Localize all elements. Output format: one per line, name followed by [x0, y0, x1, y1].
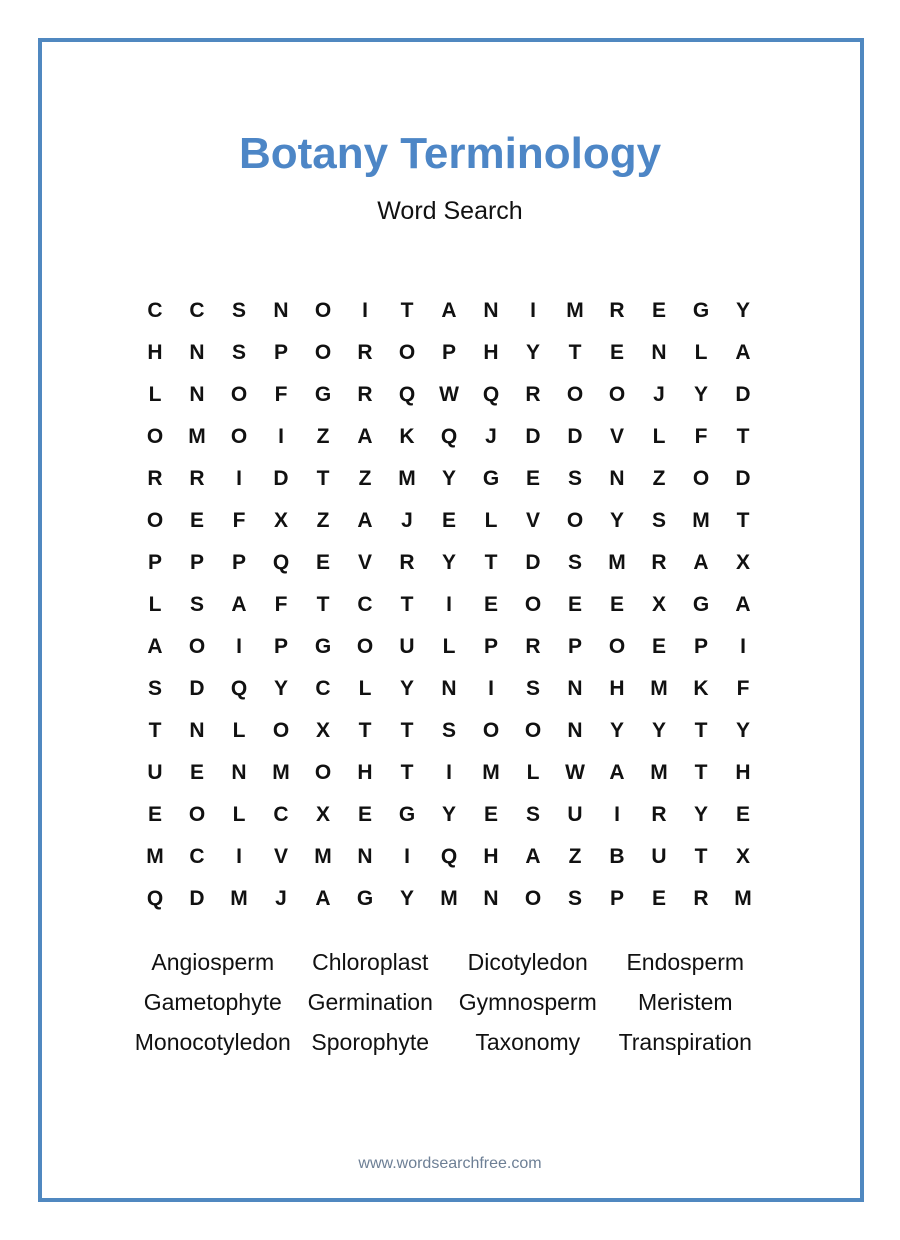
grid-cell[interactable]: E	[651, 887, 666, 910]
grid-cell[interactable]: F	[694, 425, 708, 448]
grid-cell[interactable]: L	[232, 803, 246, 826]
grid-cell[interactable]: Y	[693, 803, 708, 826]
grid-cell[interactable]: Q	[272, 551, 290, 574]
word-list-item: Gymnosperm	[458, 989, 597, 1015]
grid-row	[134, 710, 764, 752]
grid-cell[interactable]: L	[442, 635, 456, 658]
grid-row	[134, 416, 764, 458]
grid-cell[interactable]: T	[400, 593, 414, 616]
grid-cell[interactable]: S	[231, 341, 246, 364]
grid-cell[interactable]: H	[357, 761, 373, 784]
grid-cell[interactable]: J	[401, 509, 413, 532]
grid-cell[interactable]: I	[236, 467, 242, 490]
grid-cell[interactable]: M	[146, 845, 164, 868]
grid-cell[interactable]: K	[399, 425, 415, 448]
grid-cell[interactable]: E	[189, 509, 204, 532]
grid-cell[interactable]: N	[231, 761, 247, 784]
grid-cell[interactable]: F	[274, 593, 288, 616]
grid-cell[interactable]: O	[398, 341, 416, 364]
grid-cell[interactable]: Q	[146, 887, 164, 910]
grid-cell[interactable]: G	[314, 635, 332, 658]
grid-cell[interactable]: P	[693, 635, 708, 658]
grid-cell[interactable]: C	[357, 593, 373, 616]
grid-cell[interactable]: E	[609, 341, 624, 364]
grid-cell[interactable]: I	[530, 299, 536, 322]
grid-cell[interactable]: P	[189, 551, 204, 574]
grid-cell[interactable]: L	[148, 593, 162, 616]
grid-cell[interactable]: R	[357, 383, 373, 406]
grid-cell[interactable]: G	[356, 887, 374, 910]
grid-cell[interactable]: G	[692, 593, 710, 616]
word-list-row	[134, 982, 764, 1022]
grid-cell[interactable]: I	[614, 803, 620, 826]
grid-cell[interactable]: D	[525, 425, 541, 448]
grid-cell[interactable]: T	[694, 719, 708, 742]
word-list-item: Taxonomy	[475, 1029, 581, 1055]
grid-cell[interactable]: Z	[358, 467, 372, 490]
grid-cell[interactable]: T	[358, 719, 372, 742]
grid-cell[interactable]: Y	[651, 719, 666, 742]
grid-cell[interactable]: T	[400, 299, 414, 322]
grid-row	[134, 626, 764, 668]
grid-cell[interactable]: E	[609, 593, 624, 616]
grid-cell[interactable]: A	[609, 761, 625, 784]
grid-cell[interactable]: X	[735, 551, 750, 574]
grid-cell[interactable]: L	[526, 761, 540, 784]
grid-cell[interactable]: S	[147, 677, 162, 700]
grid-cell[interactable]: G	[314, 383, 332, 406]
grid-cell[interactable]: S	[651, 509, 666, 532]
grid-cell[interactable]: S	[441, 719, 456, 742]
grid-cell[interactable]: O	[566, 509, 584, 532]
grid-cell[interactable]: X	[651, 593, 666, 616]
grid-cell[interactable]: R	[609, 299, 625, 322]
grid-cell[interactable]: E	[735, 803, 750, 826]
grid-cell[interactable]: Z	[652, 467, 666, 490]
grid-cell[interactable]: G	[398, 803, 416, 826]
grid-cell[interactable]: M	[650, 677, 668, 700]
grid-cell[interactable]: M	[230, 887, 248, 910]
grid-row	[134, 752, 764, 794]
grid-cell[interactable]: Y	[399, 887, 414, 910]
grid-cell[interactable]: A	[525, 845, 541, 868]
grid-cell[interactable]: E	[651, 635, 666, 658]
grid-cell[interactable]: L	[232, 719, 246, 742]
grid-cell[interactable]: O	[608, 635, 626, 658]
grid-cell[interactable]: X	[735, 845, 750, 868]
grid-cell[interactable]: Q	[230, 677, 248, 700]
grid-cell[interactable]: L	[484, 509, 498, 532]
grid-cell[interactable]: D	[525, 551, 541, 574]
grid-cell[interactable]: I	[236, 845, 242, 868]
grid-cell[interactable]: M	[440, 887, 458, 910]
grid-cell[interactable]: L	[148, 383, 162, 406]
grid-cell[interactable]: S	[231, 299, 246, 322]
grid-cell[interactable]: R	[693, 887, 709, 910]
grid-row	[134, 668, 764, 710]
grid-cell[interactable]: O	[146, 425, 164, 448]
grid-cell[interactable]: Y	[525, 341, 540, 364]
grid-cell[interactable]: A	[147, 635, 163, 658]
word-list	[134, 942, 764, 1062]
grid-cell[interactable]: C	[147, 299, 163, 322]
grid-cell[interactable]: U	[567, 803, 583, 826]
grid-cell[interactable]: R	[147, 467, 163, 490]
grid-cell[interactable]: A	[735, 593, 751, 616]
grid-cell[interactable]: T	[484, 551, 498, 574]
grid-cell[interactable]: D	[189, 887, 205, 910]
grid-cell[interactable]: I	[278, 425, 284, 448]
grid-cell[interactable]: N	[651, 341, 667, 364]
grid-cell[interactable]: O	[272, 719, 290, 742]
word-list-row	[134, 942, 764, 982]
grid-row	[134, 584, 764, 626]
grid-cell[interactable]: R	[357, 341, 373, 364]
grid-cell[interactable]: N	[273, 299, 289, 322]
grid-cell[interactable]: J	[485, 425, 497, 448]
grid-cell[interactable]: H	[147, 341, 163, 364]
grid-cell[interactable]: T	[694, 845, 708, 868]
grid-cell[interactable]: C	[273, 803, 289, 826]
grid-cell[interactable]: Q	[398, 383, 416, 406]
grid-cell[interactable]: C	[189, 845, 205, 868]
grid-cell[interactable]: A	[357, 425, 373, 448]
grid-cell[interactable]: O	[146, 509, 164, 532]
grid-cell[interactable]: Q	[482, 383, 500, 406]
grid-cell[interactable]: N	[357, 845, 373, 868]
grid-cell[interactable]: X	[273, 509, 288, 532]
grid-cell[interactable]: O	[188, 803, 206, 826]
grid-cell[interactable]: E	[147, 803, 162, 826]
grid-row	[134, 290, 764, 332]
word-list-item: Endosperm	[626, 949, 745, 975]
grid-cell[interactable]: V	[357, 551, 372, 574]
grid-cell[interactable]: Y	[441, 551, 456, 574]
grid-cell[interactable]: A	[357, 509, 373, 532]
word-list-item: Transpiration	[618, 1029, 752, 1055]
grid-cell[interactable]: O	[314, 299, 332, 322]
grid-cell[interactable]: L	[652, 425, 666, 448]
grid-cell[interactable]: F	[232, 509, 246, 532]
grid-cell[interactable]: T	[148, 719, 162, 742]
grid-cell[interactable]: O	[230, 383, 248, 406]
grid-cell[interactable]: G	[692, 299, 710, 322]
grid-cell[interactable]: Q	[440, 845, 458, 868]
grid-cell[interactable]: O	[482, 719, 500, 742]
grid-cell[interactable]: T	[316, 593, 330, 616]
letter-grid	[134, 290, 764, 920]
grid-cell[interactable]: M	[566, 299, 584, 322]
word-list-item: Sporophyte	[311, 1029, 430, 1055]
grid-cell[interactable]: J	[275, 887, 287, 910]
grid-cell[interactable]: B	[609, 845, 625, 868]
grid-cell[interactable]: M	[608, 551, 626, 574]
grid-cell[interactable]: E	[189, 761, 204, 784]
grid-cell[interactable]: A	[693, 551, 709, 574]
grid-cell[interactable]: S	[525, 677, 540, 700]
grid-cell[interactable]: F	[736, 677, 750, 700]
grid-cell[interactable]: T	[568, 341, 582, 364]
footer-url: www.wordsearchfree.com	[358, 1155, 542, 1172]
grid-cell[interactable]: S	[567, 551, 582, 574]
grid-cell[interactable]: V	[525, 509, 540, 532]
grid-cell[interactable]: O	[524, 719, 542, 742]
grid-cell[interactable]: P	[567, 635, 582, 658]
grid-cell[interactable]: Y	[693, 383, 708, 406]
grid-cell[interactable]: T	[736, 425, 750, 448]
grid-cell[interactable]: T	[400, 761, 414, 784]
grid-cell[interactable]: P	[273, 635, 288, 658]
grid-cell[interactable]: Z	[316, 425, 330, 448]
grid-cell[interactable]: X	[315, 803, 330, 826]
grid-cell[interactable]: A	[315, 887, 331, 910]
grid-cell[interactable]: O	[566, 383, 584, 406]
grid-cell[interactable]: H	[735, 761, 751, 784]
grid-cell[interactable]: O	[230, 425, 248, 448]
grid-row	[134, 878, 764, 920]
grid-cell[interactable]: G	[482, 467, 500, 490]
grid-row	[134, 542, 764, 584]
grid-cell[interactable]: O	[524, 593, 542, 616]
word-list-item: Dicotyledon	[467, 949, 588, 975]
grid-cell[interactable]: H	[609, 677, 625, 700]
grid-cell[interactable]: M	[188, 425, 206, 448]
grid-cell[interactable]: S	[525, 803, 540, 826]
grid-cell[interactable]: O	[524, 887, 542, 910]
grid-cell[interactable]: V	[609, 425, 624, 448]
grid-cell[interactable]: E	[483, 593, 498, 616]
grid-cell[interactable]: X	[315, 719, 330, 742]
grid-cell[interactable]: I	[446, 761, 452, 784]
grid-cell[interactable]: T	[736, 509, 750, 532]
grid-cell[interactable]: S	[189, 593, 204, 616]
grid-cell[interactable]: V	[273, 845, 288, 868]
grid-cell[interactable]: J	[653, 383, 665, 406]
grid-row	[134, 458, 764, 500]
grid-row	[134, 332, 764, 374]
grid-cell[interactable]: E	[483, 803, 498, 826]
word-list-item: Monocotyledon	[134, 1029, 291, 1055]
grid-cell[interactable]: O	[188, 635, 206, 658]
grid-cell[interactable]: O	[356, 635, 374, 658]
grid-cell[interactable]: H	[483, 845, 499, 868]
grid-cell[interactable]: M	[734, 887, 752, 910]
grid-cell[interactable]: I	[362, 299, 368, 322]
grid-cell[interactable]: D	[189, 677, 205, 700]
grid-cell[interactable]: Y	[609, 509, 624, 532]
grid-cell[interactable]: Y	[441, 467, 456, 490]
word-list-item: Gametophyte	[143, 989, 282, 1015]
grid-cell[interactable]: Q	[440, 425, 458, 448]
grid-cell[interactable]: R	[525, 383, 541, 406]
grid-cell[interactable]: I	[740, 635, 746, 658]
grid-cell[interactable]: A	[735, 341, 751, 364]
grid-cell[interactable]: E	[651, 299, 666, 322]
grid-cell[interactable]: C	[315, 677, 331, 700]
grid-cell[interactable]: O	[314, 341, 332, 364]
grid-row	[134, 374, 764, 416]
grid-cell[interactable]: E	[567, 593, 582, 616]
grid-cell[interactable]: H	[483, 341, 499, 364]
grid-cell[interactable]: E	[441, 509, 456, 532]
grid-cell[interactable]: O	[314, 761, 332, 784]
grid-cell[interactable]: T	[316, 467, 330, 490]
grid-cell[interactable]: A	[441, 299, 457, 322]
grid-cell[interactable]: N	[567, 719, 583, 742]
grid-cell[interactable]: I	[446, 593, 452, 616]
grid-cell[interactable]: P	[147, 551, 162, 574]
grid-cell[interactable]: D	[735, 467, 751, 490]
grid-cell[interactable]: K	[693, 677, 709, 700]
grid-cell[interactable]: P	[441, 341, 456, 364]
grid-cell[interactable]: E	[357, 803, 372, 826]
grid-cell[interactable]: S	[567, 887, 582, 910]
grid-cell[interactable]: O	[692, 467, 710, 490]
grid-cell[interactable]: D	[735, 383, 751, 406]
grid-cell[interactable]: N	[189, 719, 205, 742]
grid-cell[interactable]: A	[231, 593, 247, 616]
word-list-item: Meristem	[637, 989, 733, 1015]
grid-cell[interactable]: Y	[735, 299, 750, 322]
grid-cell[interactable]: Y	[273, 677, 288, 700]
grid-cell[interactable]: D	[567, 425, 583, 448]
grid-cell[interactable]: R	[651, 803, 667, 826]
grid-cell[interactable]: Y	[609, 719, 624, 742]
grid-cell[interactable]: U	[651, 845, 667, 868]
grid-cell[interactable]: M	[650, 761, 668, 784]
grid-cell[interactable]: P	[609, 887, 624, 910]
grid-cell[interactable]: N	[483, 299, 499, 322]
grid-cell[interactable]: E	[525, 467, 540, 490]
grid-cell[interactable]: Y	[441, 803, 456, 826]
grid-cell[interactable]: R	[189, 467, 205, 490]
grid-cell[interactable]: O	[608, 383, 626, 406]
grid-cell[interactable]: I	[236, 635, 242, 658]
grid-cell[interactable]: M	[482, 761, 500, 784]
grid-cell[interactable]: C	[189, 299, 205, 322]
grid-row	[134, 836, 764, 878]
grid-cell[interactable]: U	[147, 761, 163, 784]
grid-cell[interactable]: T	[694, 761, 708, 784]
grid-cell[interactable]: N	[483, 887, 499, 910]
grid-row	[134, 500, 764, 542]
grid-cell[interactable]: R	[651, 551, 667, 574]
grid-cell[interactable]: R	[525, 635, 541, 658]
page-title: Botany Terminology	[238, 129, 662, 178]
grid-cell[interactable]: S	[567, 467, 582, 490]
word-list-row	[134, 1022, 764, 1062]
grid-cell[interactable]: N	[189, 383, 205, 406]
grid-cell[interactable]: E	[315, 551, 330, 574]
grid-cell[interactable]: P	[273, 341, 288, 364]
grid-cell[interactable]: L	[694, 341, 708, 364]
grid-cell[interactable]: M	[692, 509, 710, 532]
grid-cell[interactable]: Y	[735, 719, 750, 742]
grid-cell[interactable]: W	[439, 383, 459, 406]
grid-cell[interactable]: Z	[568, 845, 582, 868]
grid-cell[interactable]: D	[273, 467, 289, 490]
page-subtitle: Word Search	[377, 197, 523, 225]
grid-cell[interactable]: T	[400, 719, 414, 742]
grid-row	[134, 794, 764, 836]
grid-cell[interactable]: I	[404, 845, 410, 868]
grid-cell[interactable]: Z	[316, 509, 330, 532]
grid-cell[interactable]: M	[398, 467, 416, 490]
word-list-item: Germination	[307, 989, 433, 1015]
grid-cell[interactable]: P	[231, 551, 246, 574]
grid-cell[interactable]: R	[399, 551, 415, 574]
grid-cell[interactable]: L	[358, 677, 372, 700]
word-list-item: Angiosperm	[151, 949, 275, 975]
grid-cell[interactable]: I	[488, 677, 494, 700]
grid-cell[interactable]: N	[609, 467, 625, 490]
grid-cell[interactable]: M	[272, 761, 290, 784]
grid-cell[interactable]: W	[565, 761, 585, 784]
grid-cell[interactable]: M	[314, 845, 332, 868]
word-list-item: Chloroplast	[312, 949, 429, 975]
grid-cell[interactable]: Y	[399, 677, 414, 700]
grid-cell[interactable]: N	[567, 677, 583, 700]
grid-cell[interactable]: N	[441, 677, 457, 700]
grid-cell[interactable]: F	[274, 383, 288, 406]
grid-cell[interactable]: U	[399, 635, 415, 658]
grid-cell[interactable]: P	[483, 635, 498, 658]
grid-cell[interactable]: N	[189, 341, 205, 364]
